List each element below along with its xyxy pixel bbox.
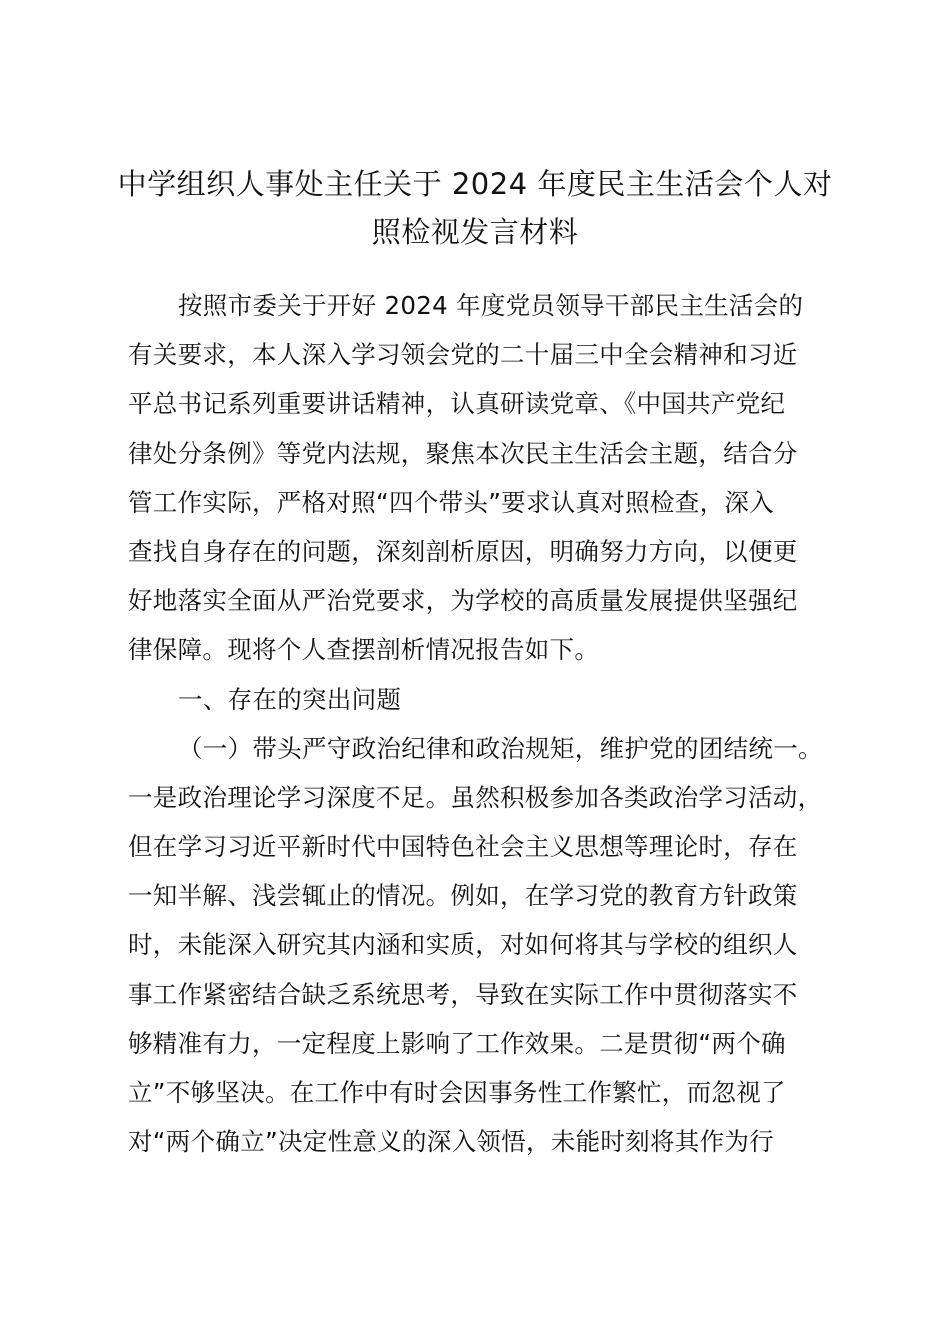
- paragraph-line: 但在学习习近平新时代中国特色社会主义思想等理论时，存在: [128, 832, 798, 862]
- paragraph-line: 好地落实全面从严治党要求，为学校的高质量发展提供坚强纪: [128, 586, 798, 616]
- paragraph-line: 立”不够坚决。在工作中有时会因事务性工作繁忙，而忽视了: [128, 1078, 786, 1107]
- subsection-heading: （一）带头严守政治纪律和政治规矩，维护党的团结统一。: [178, 733, 823, 763]
- section-heading: 一、存在的突出问题: [178, 684, 402, 714]
- paragraph-line: 律处分条例》等党内法规，聚焦本次民主生活会主题，结合分: [128, 438, 798, 468]
- paragraph-line: 对“两个确立”决定性意义的深入领悟，未能时刻将其作为行: [128, 1127, 774, 1157]
- paragraph-line: 够精准有力，一定程度上影响了工作效果。二是贯彻“两个确: [128, 1028, 786, 1058]
- paragraph-line: 平总书记系列重要讲话精神，认真研读党章、《中国共产党纪: [128, 389, 786, 419]
- paragraph-line: 有关要求，本人深入学习领会党的二十届三中全会精神和习近: [128, 340, 798, 370]
- document-body: [128, 281, 848, 1166]
- title-line: 中学组织人事处主任关于 2024 年度民主生活会个人对: [117, 167, 833, 201]
- document-title: [100, 160, 850, 256]
- paragraph-line: 查找自身存在的问题，深刻剖析原因，明确努力方向，以便更: [128, 536, 798, 566]
- paragraph-line: 管工作实际，严格对照“四个带头”要求认真对照检查，深入: [128, 487, 774, 517]
- paragraph-line: 事工作紧密结合缺乏系统思考，导致在实际工作中贯彻落实不: [128, 979, 798, 1009]
- paragraph-line: 一是政治理论学习深度不足。虽然积极参加各类政治学习活动，: [128, 782, 823, 812]
- paragraph-line: 律保障。现将个人查摆剖析情况报告如下。: [128, 635, 600, 665]
- title-line: 照检视发言材料: [371, 215, 579, 249]
- paragraph-line: 时，未能深入研究其内涵和实质，对如何将其与学校的组织人: [128, 930, 798, 960]
- paragraph-line: 按照市委关于开好 2024 年度党员领导干部民主生活会的: [178, 291, 804, 320]
- paragraph-line: 一知半解、浅尝辄止的情况。例如，在学习党的教育方针政策: [128, 881, 798, 911]
